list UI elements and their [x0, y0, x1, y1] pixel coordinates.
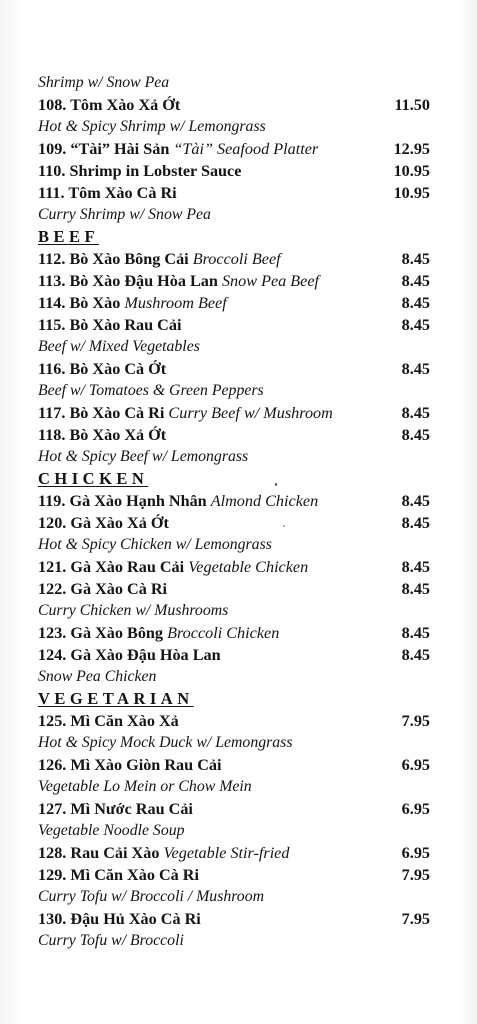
menu-item — [38, 292, 430, 314]
item-name-vietnamese: Mì Căn Xào Xả — [70, 712, 179, 730]
item-price: 8.45 — [401, 404, 430, 422]
item-name-vietnamese: Bò Xào Bông Cải — [69, 250, 189, 268]
item-name-english: Broccoli Beef — [192, 250, 281, 268]
item-price: 8.45 — [401, 558, 430, 576]
menu-item — [38, 182, 430, 204]
item-name-vietnamese: Tôm Xào Xả Ớt — [70, 96, 181, 114]
item-name-vietnamese: Bò Xào Rau Cải — [69, 316, 182, 334]
item-number: 119. — [38, 492, 66, 510]
item-number: 124. — [38, 646, 67, 664]
item-name-vietnamese: Bò Xào Cà Ri — [69, 404, 165, 422]
menu-list — [38, 72, 430, 952]
item-name-vietnamese: Gà Xào Rau Cải — [70, 558, 185, 576]
menu-item — [38, 248, 430, 270]
menu-item — [38, 578, 430, 600]
item-name-english: “Tài” Seafood Platter — [173, 140, 319, 158]
menu-item — [38, 798, 430, 820]
item-number: 129. — [38, 866, 67, 884]
menu-item — [38, 864, 430, 886]
item-description: Curry Shrimp w/ Snow Pea — [38, 206, 211, 223]
item-price: 8.45 — [401, 646, 430, 664]
item-description: Hot & Spicy Beef w/ Lemongrass — [38, 448, 249, 465]
item-description: Vegetable Noodle Soup — [38, 822, 185, 839]
item-number: 115. — [38, 316, 66, 334]
item-name-english: Almond Chicken — [210, 492, 319, 510]
item-name-vietnamese: Mì Xào Giòn Rau Cải — [70, 756, 222, 774]
item-number: 109. — [38, 140, 67, 158]
item-price: 7.95 — [401, 866, 430, 884]
menu-item — [38, 622, 430, 644]
item-number: 111. — [38, 184, 65, 202]
menu-item — [38, 512, 430, 534]
menu-item — [38, 710, 430, 732]
item-price: 8.45 — [401, 514, 430, 532]
item-description: Hot & Spicy Shrimp w/ Lemongrass — [38, 118, 266, 135]
item-description: Shrimp w/ Snow Pea — [38, 74, 170, 91]
item-description: Curry Chicken w/ Mushrooms — [38, 602, 229, 619]
item-name-english: Mushroom Beef — [124, 294, 227, 312]
section-heading: BEEF — [38, 227, 100, 246]
item-number: 125. — [38, 712, 67, 730]
item-name-vietnamese: Bò Xào — [69, 294, 121, 312]
item-description: Snow Pea Chicken — [38, 668, 157, 685]
item-description: Beef w/ Mixed Vegetables — [38, 338, 200, 355]
menu-item — [38, 754, 430, 776]
item-price: 8.45 — [401, 272, 430, 290]
item-price: 10.95 — [393, 184, 430, 202]
item-name-vietnamese: Gà Xào Hạnh Nhân — [69, 492, 207, 510]
menu-item — [38, 490, 430, 512]
item-name-vietnamese: “Tài” Hài Sản — [70, 140, 170, 158]
item-name-english: Vegetable Stir-fried — [163, 844, 290, 862]
item-number: 123. — [38, 624, 67, 642]
item-price: 6.95 — [401, 800, 430, 818]
item-name-vietnamese: Gà Xào Đậu Hòa Lan — [70, 646, 221, 664]
item-number: 126. — [38, 756, 67, 774]
section-heading: VEGETARIAN — [38, 689, 194, 708]
menu-item — [38, 556, 430, 578]
item-description: Vegetable Lo Mein or Chow Mein — [38, 778, 252, 795]
item-price: 10.95 — [393, 162, 430, 180]
item-price: 12.95 — [393, 140, 430, 158]
item-price: 7.95 — [401, 712, 430, 730]
item-price: 8.45 — [401, 492, 430, 510]
item-name-vietnamese: Mì Căn Xào Cà Ri — [70, 866, 199, 884]
menu-item — [38, 138, 430, 160]
item-price: 7.95 — [401, 910, 430, 928]
item-number: 130. — [38, 910, 67, 928]
item-name-vietnamese: Đậu Hủ Xào Cà Ri — [70, 910, 201, 928]
item-name-vietnamese: Gà Xào Xả Ớt — [70, 514, 169, 532]
menu-item — [38, 270, 430, 292]
item-name-vietnamese: Bò Xào Xả Ớt — [69, 426, 167, 444]
item-price: 8.45 — [401, 360, 430, 378]
item-description: Beef w/ Tomatoes & Green Peppers — [38, 382, 264, 399]
item-name-vietnamese: Gà Xào Bông — [70, 624, 164, 642]
item-number: 128. — [38, 844, 67, 862]
item-description: Hot & Spicy Mock Duck w/ Lemongrass — [38, 734, 293, 751]
ink-speck — [275, 483, 277, 486]
section-heading: CHICKEN — [38, 469, 149, 488]
item-number: 108. — [38, 96, 67, 114]
item-price: 6.95 — [401, 844, 430, 862]
item-number: 118. — [38, 426, 66, 444]
menu-item — [38, 314, 430, 336]
menu-item — [38, 160, 430, 182]
item-price: 8.45 — [401, 250, 430, 268]
item-price: 11.50 — [394, 96, 430, 114]
item-name-english: Vegetable Chicken — [188, 558, 309, 576]
ink-speck — [283, 525, 285, 527]
item-name-english: Curry Beef w/ Mushroom — [168, 404, 333, 422]
item-price: 8.45 — [401, 294, 430, 312]
menu-item — [38, 94, 430, 116]
item-number: 110. — [38, 162, 66, 180]
menu-item — [38, 402, 430, 424]
item-price: 8.45 — [401, 580, 430, 598]
menu-item — [38, 644, 430, 666]
item-name-vietnamese: Rau Cải Xào — [70, 844, 160, 862]
item-number: 116. — [38, 360, 66, 378]
item-number: 120. — [38, 514, 67, 532]
item-name-vietnamese: Shrimp in Lobster Sauce — [69, 162, 242, 180]
item-price: 8.45 — [401, 426, 430, 444]
item-description: Curry Tofu w/ Broccoli — [38, 932, 184, 949]
item-name-vietnamese: Gà Xào Cà Ri — [70, 580, 168, 598]
item-price: 8.45 — [401, 624, 430, 642]
item-number: 127. — [38, 800, 67, 818]
item-number: 113. — [38, 272, 66, 290]
item-name-vietnamese: Mì Nước Rau Cải — [70, 800, 193, 818]
item-number: 114. — [38, 294, 66, 312]
item-price: 8.45 — [401, 316, 430, 334]
item-name-vietnamese: Tôm Xào Cà Ri — [68, 184, 177, 202]
menu-item — [38, 424, 430, 446]
item-number: 121. — [38, 558, 67, 576]
item-number: 112. — [38, 250, 66, 268]
item-name-english: Broccoli Chicken — [167, 624, 280, 642]
menu-item — [38, 842, 430, 864]
item-number: 122. — [38, 580, 67, 598]
item-name-english: Snow Pea Beef — [221, 272, 320, 290]
item-number: 117. — [38, 404, 66, 422]
item-name-vietnamese: Bò Xào Đậu Hòa Lan — [69, 272, 218, 290]
menu-item — [38, 358, 430, 380]
item-price: 6.95 — [401, 756, 430, 774]
item-name-vietnamese: Bò Xào Cà Ớt — [69, 360, 167, 378]
item-description: Curry Tofu w/ Broccoli / Mushroom — [38, 888, 264, 905]
item-description: Hot & Spicy Chicken w/ Lemongrass — [38, 536, 272, 553]
menu-item — [38, 908, 430, 930]
